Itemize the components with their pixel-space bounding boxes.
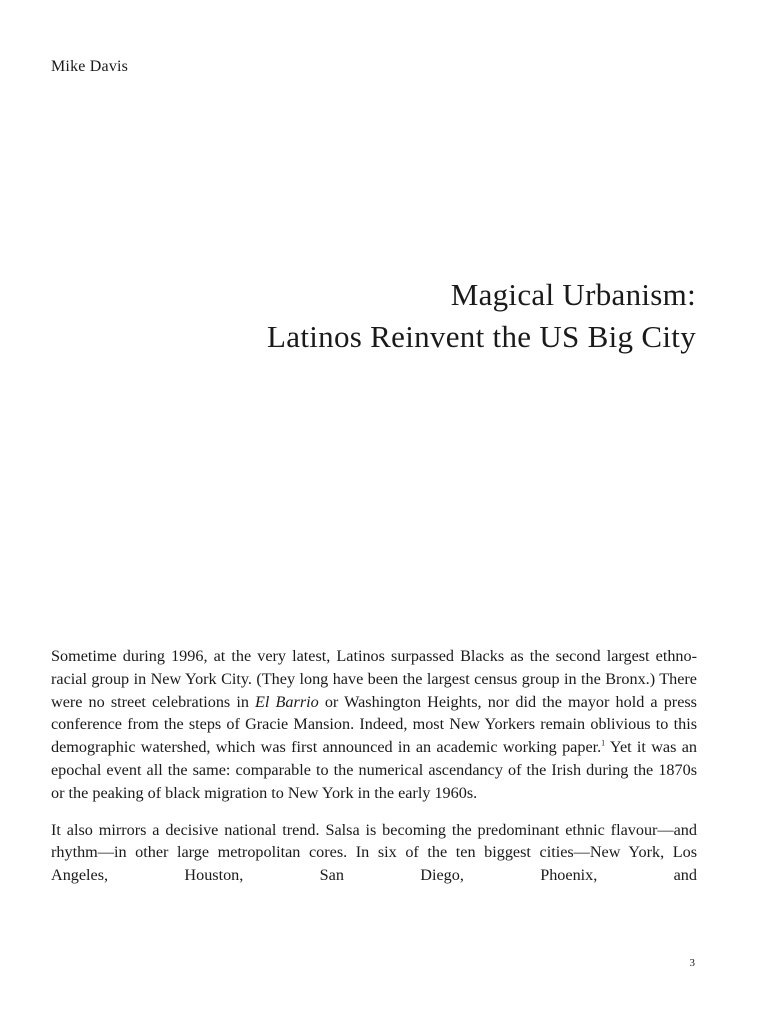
- title-line-1: Magical Urbanism:: [450, 277, 696, 312]
- paragraph-1-part-2: or Washington Heights, nor did the mayor hold a press conference from the steps of Gracie Mansion. Indeed, most New Yorkers remain oblivious to this demographic watershed, which was first announced in an academic working paper.: [51, 692, 697, 757]
- chapter-title: [267, 274, 696, 358]
- italic-el-barrio: El Barrio: [255, 692, 319, 711]
- page-number: 3: [689, 957, 695, 969]
- body-text: [51, 645, 697, 901]
- paragraph-1-part-3: Yet it was an epochal event all the same: comparable to the numerical ascendancy of the Irish during the 1870s or the peaking of black migration to New York in the early 1960s.: [51, 738, 697, 802]
- footnote-marker[interactable]: 1: [601, 738, 606, 748]
- paragraph-1-part-1: Sometime during 1996, at the very latest, Latinos surpassed Blacks as the second largest ethno-racial group in New York City. (They long have been the largest census group in the Bronx.) There were no street celebrations in: [51, 647, 697, 711]
- title-line-2: Latinos Reinvent the US Big City: [267, 319, 696, 354]
- paragraph-1: [51, 645, 697, 805]
- author-name: Mike Davis: [51, 58, 129, 75]
- paragraph-2: It also mirrors a decisive national trend. Salsa is becoming the predominant ethnic flavour—and rhythm—in other large metropolitan cores. In six of the ten biggest cities—New York, Los Angeles, Houston, San Diego, Phoenix, and: [51, 820, 697, 885]
